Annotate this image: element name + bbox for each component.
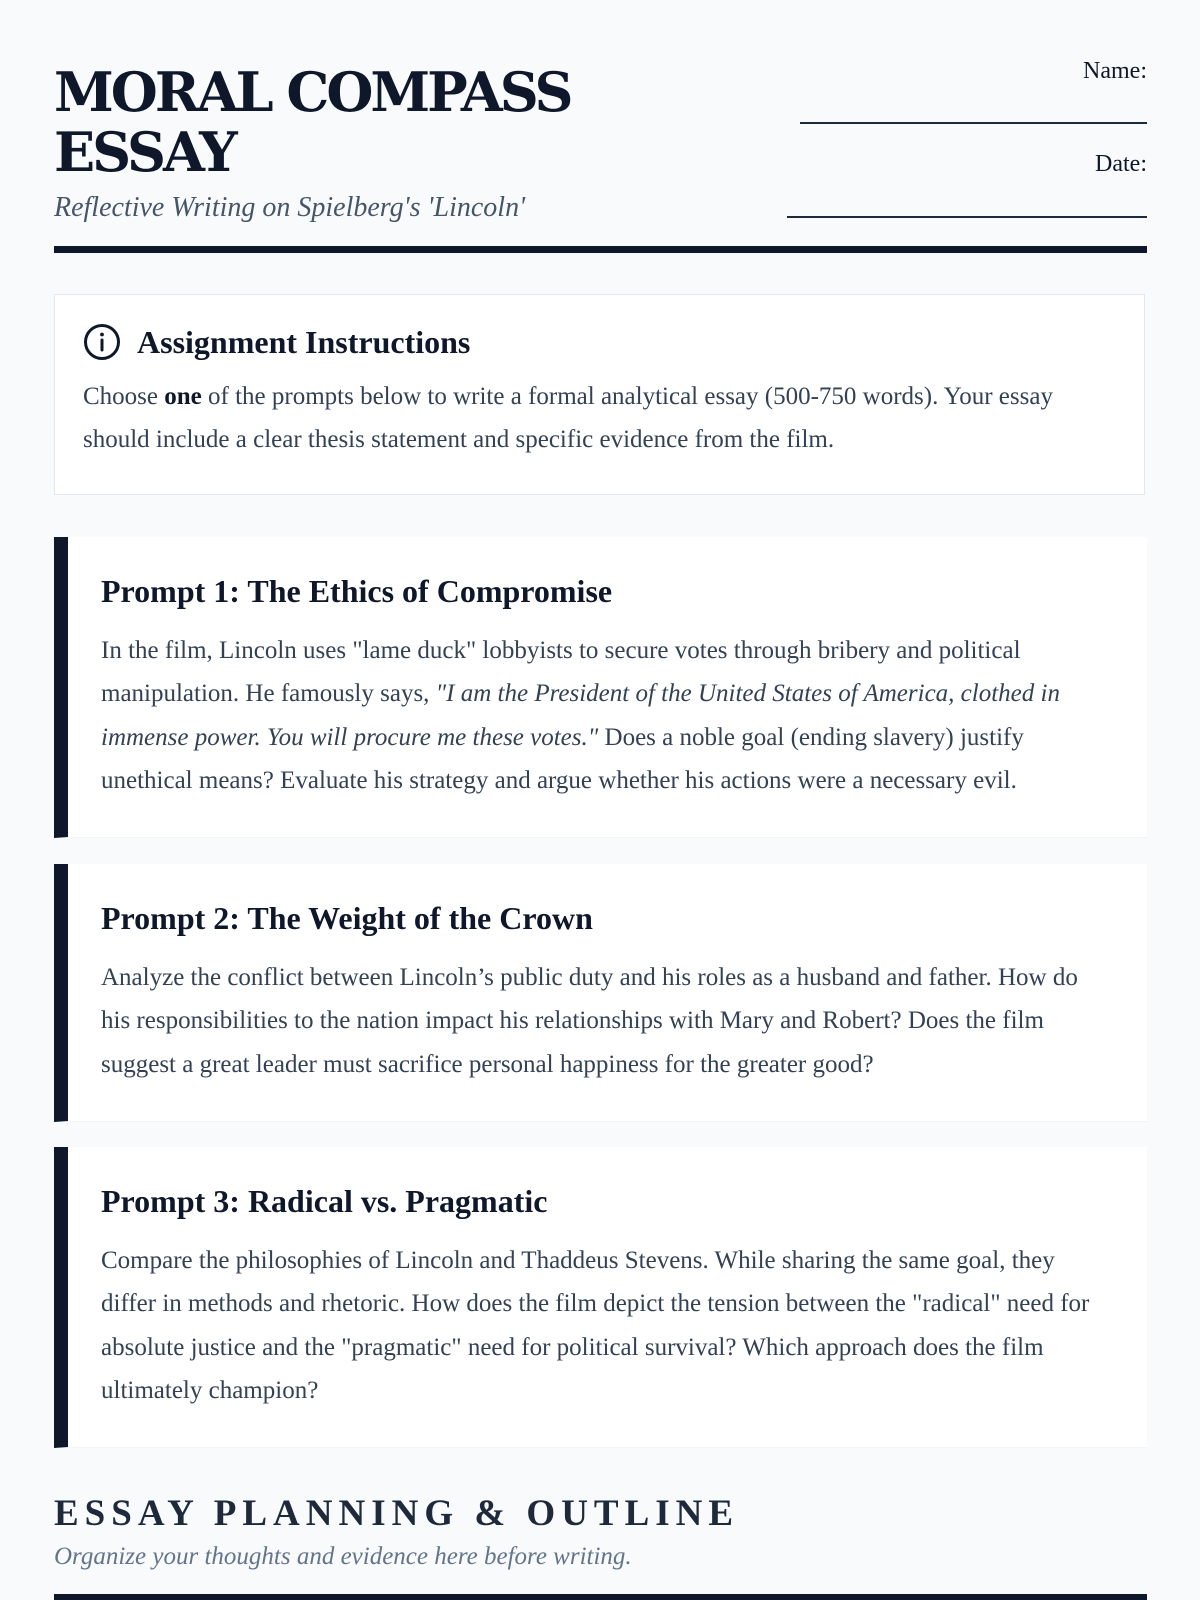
name-field[interactable] — [800, 122, 1147, 124]
prompt-text: Analyze the conflict between Lincoln’s public duty and his roles as a husband and father. How do his responsibilities to the nation impact his relationships with Mary and Robert? Does the film suggest a great leader must sacrifice personal happiness for the greater good? — [101, 964, 1078, 1078]
instructions-box — [54, 294, 1145, 495]
prompt-title: Prompt 3: Radical vs. Pragmatic — [101, 1183, 548, 1219]
prompt-quote: "I am the President of the United States of America, clothed in immense power. You will procure me these votes." — [101, 680, 1060, 751]
instructions-text — [83, 375, 1123, 461]
instructions-text-end: of the prompts below to write a formal analytical essay (500-750 words). Your essay should include a clear thesis statement and specific evidence from the film. — [83, 383, 1053, 453]
worksheet-header — [54, 0, 1147, 256]
instructions-text-emphasis: one — [164, 383, 202, 410]
prompt-card — [54, 537, 1147, 838]
date-field[interactable] — [787, 216, 1147, 218]
instructions-text-start: Choose — [83, 383, 165, 410]
instructions-title: Assignment Instructions — [137, 323, 471, 360]
prompt-card — [54, 1147, 1147, 1448]
planning-section-subtitle: Organize your thoughts and evidence here before writing. — [54, 1543, 632, 1570]
instructions-heading — [83, 323, 470, 361]
info-icon — [83, 323, 121, 361]
prompt-title: Prompt 1: The Ethics of Compromise — [101, 573, 613, 609]
prompt-title: Prompt 2: The Weight of the Crown — [101, 900, 593, 936]
name-label: Name: — [1083, 58, 1147, 84]
planning-divider — [54, 1594, 1147, 1600]
planning-section-title: ESSAY PLANNING & OUTLINE — [54, 1493, 740, 1534]
page-title: MORAL COMPASS ESSAY — [54, 60, 571, 184]
prompt-text — [101, 629, 1111, 802]
worksheet-page — [54, 0, 1147, 1570]
prompt-card — [54, 864, 1147, 1122]
prompt-text: Compare the philosophies of Lincoln and Thaddeus Stevens. While sharing the same goal, they differ in methods and rhetoric. How does the film depict the tension between the "radical" need for absolute justice and the "pragmatic" need for political survival? Which approach does the film ultimately champion? — [101, 1247, 1090, 1404]
header-divider — [54, 246, 1147, 253]
prompt-text-start: In the film, Lincoln uses "lame duck" lobbyists to secure votes through bribery and political manipulation. He famously says, — [101, 637, 1021, 708]
page-subtitle: Reflective Writing on Spielberg's 'Lincoln' — [54, 192, 526, 223]
prompt-text-end: Does a noble goal (ending slavery) justify unethical means? Evaluate his strategy and argue whether his actions were a necessary evil. — [101, 723, 1024, 794]
date-label: Date: — [1095, 151, 1147, 177]
